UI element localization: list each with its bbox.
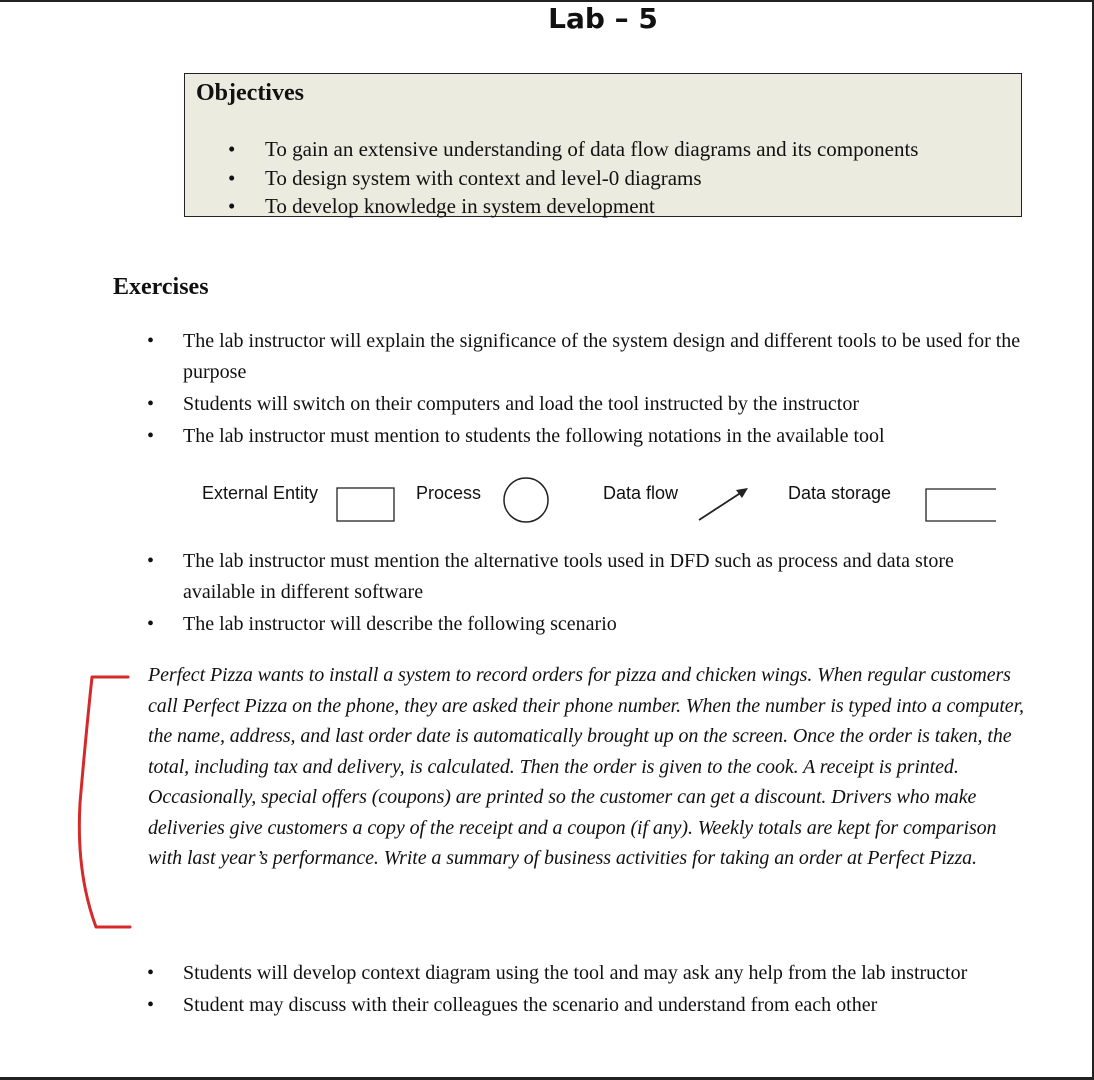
exercises-heading: Exercises xyxy=(113,274,209,300)
objective-item: • To design system with context and level-0 diagrams xyxy=(185,164,918,193)
objective-item: • To develop knowledge in system development xyxy=(185,192,918,221)
exercise-item: • Student may discuss with their colleagues the scenario and understand from each other xyxy=(0,990,1023,1021)
exercise-item: • The lab instructor will explain the significance of the system design and different tools to be used for the purpose xyxy=(0,326,1023,388)
objectives-heading: Objectives xyxy=(196,80,304,106)
exercise-list-final xyxy=(0,958,1023,1021)
exercise-list-middle xyxy=(0,546,1023,640)
notation-label-external-entity: External Entity xyxy=(202,483,319,503)
scenario-text: Perfect Pizza wants to install a system to record orders for pizza and chicken wings. When regular customers call Perfect Pizza on the phone, they are asked their phone number. When the number is typed into a computer, the name, address, and last order date is automatically brought up on the screen. Once the order is taken, the total, including tax and delivery, is calculated. Then the order is given to the cook. A receipt is printed. Occasionally, special offers (coupons) are printed so the customer can get a discount. Drivers who make deliveries give customers a copy of the receipt and a coupon (if any). Weekly totals are kept for comparison with last year’s performance. Write a summary of business activities for taking an order at Perfect Pizza. xyxy=(148,664,1024,869)
exercise-item: • The lab instructor will describe the following scenario xyxy=(0,609,1023,640)
open-rectangle-icon xyxy=(924,487,998,523)
exercise-item: • The lab instructor must mention the alternative tools used in DFD such as process and data store available in different software xyxy=(0,546,1023,608)
red-bracket-annotation xyxy=(70,673,134,935)
exercise-item: • Students will develop context diagram using the tool and may ask any help from the lab instructor xyxy=(0,958,1023,989)
objectives-list xyxy=(185,135,918,221)
page-title: Lab – 5 xyxy=(548,2,658,35)
circle-icon xyxy=(502,476,550,524)
arrow-icon xyxy=(696,484,752,524)
objective-item: • To gain an extensive understanding of data flow diagrams and its components xyxy=(185,135,918,164)
exercise-item: • Students will switch on their computers and load the tool instructed by the instructor xyxy=(0,389,1023,420)
exercise-list-intro xyxy=(0,326,1023,452)
exercise-item: • The lab instructor must mention to students the following notations in the available tool xyxy=(0,421,1023,452)
notation-label-data-storage: Data storage xyxy=(788,483,892,503)
notation-label-process: Process xyxy=(416,483,482,503)
objectives-box xyxy=(184,73,1022,217)
rectangle-icon xyxy=(336,487,396,523)
notation-label-data-flow: Data flow xyxy=(603,483,679,503)
